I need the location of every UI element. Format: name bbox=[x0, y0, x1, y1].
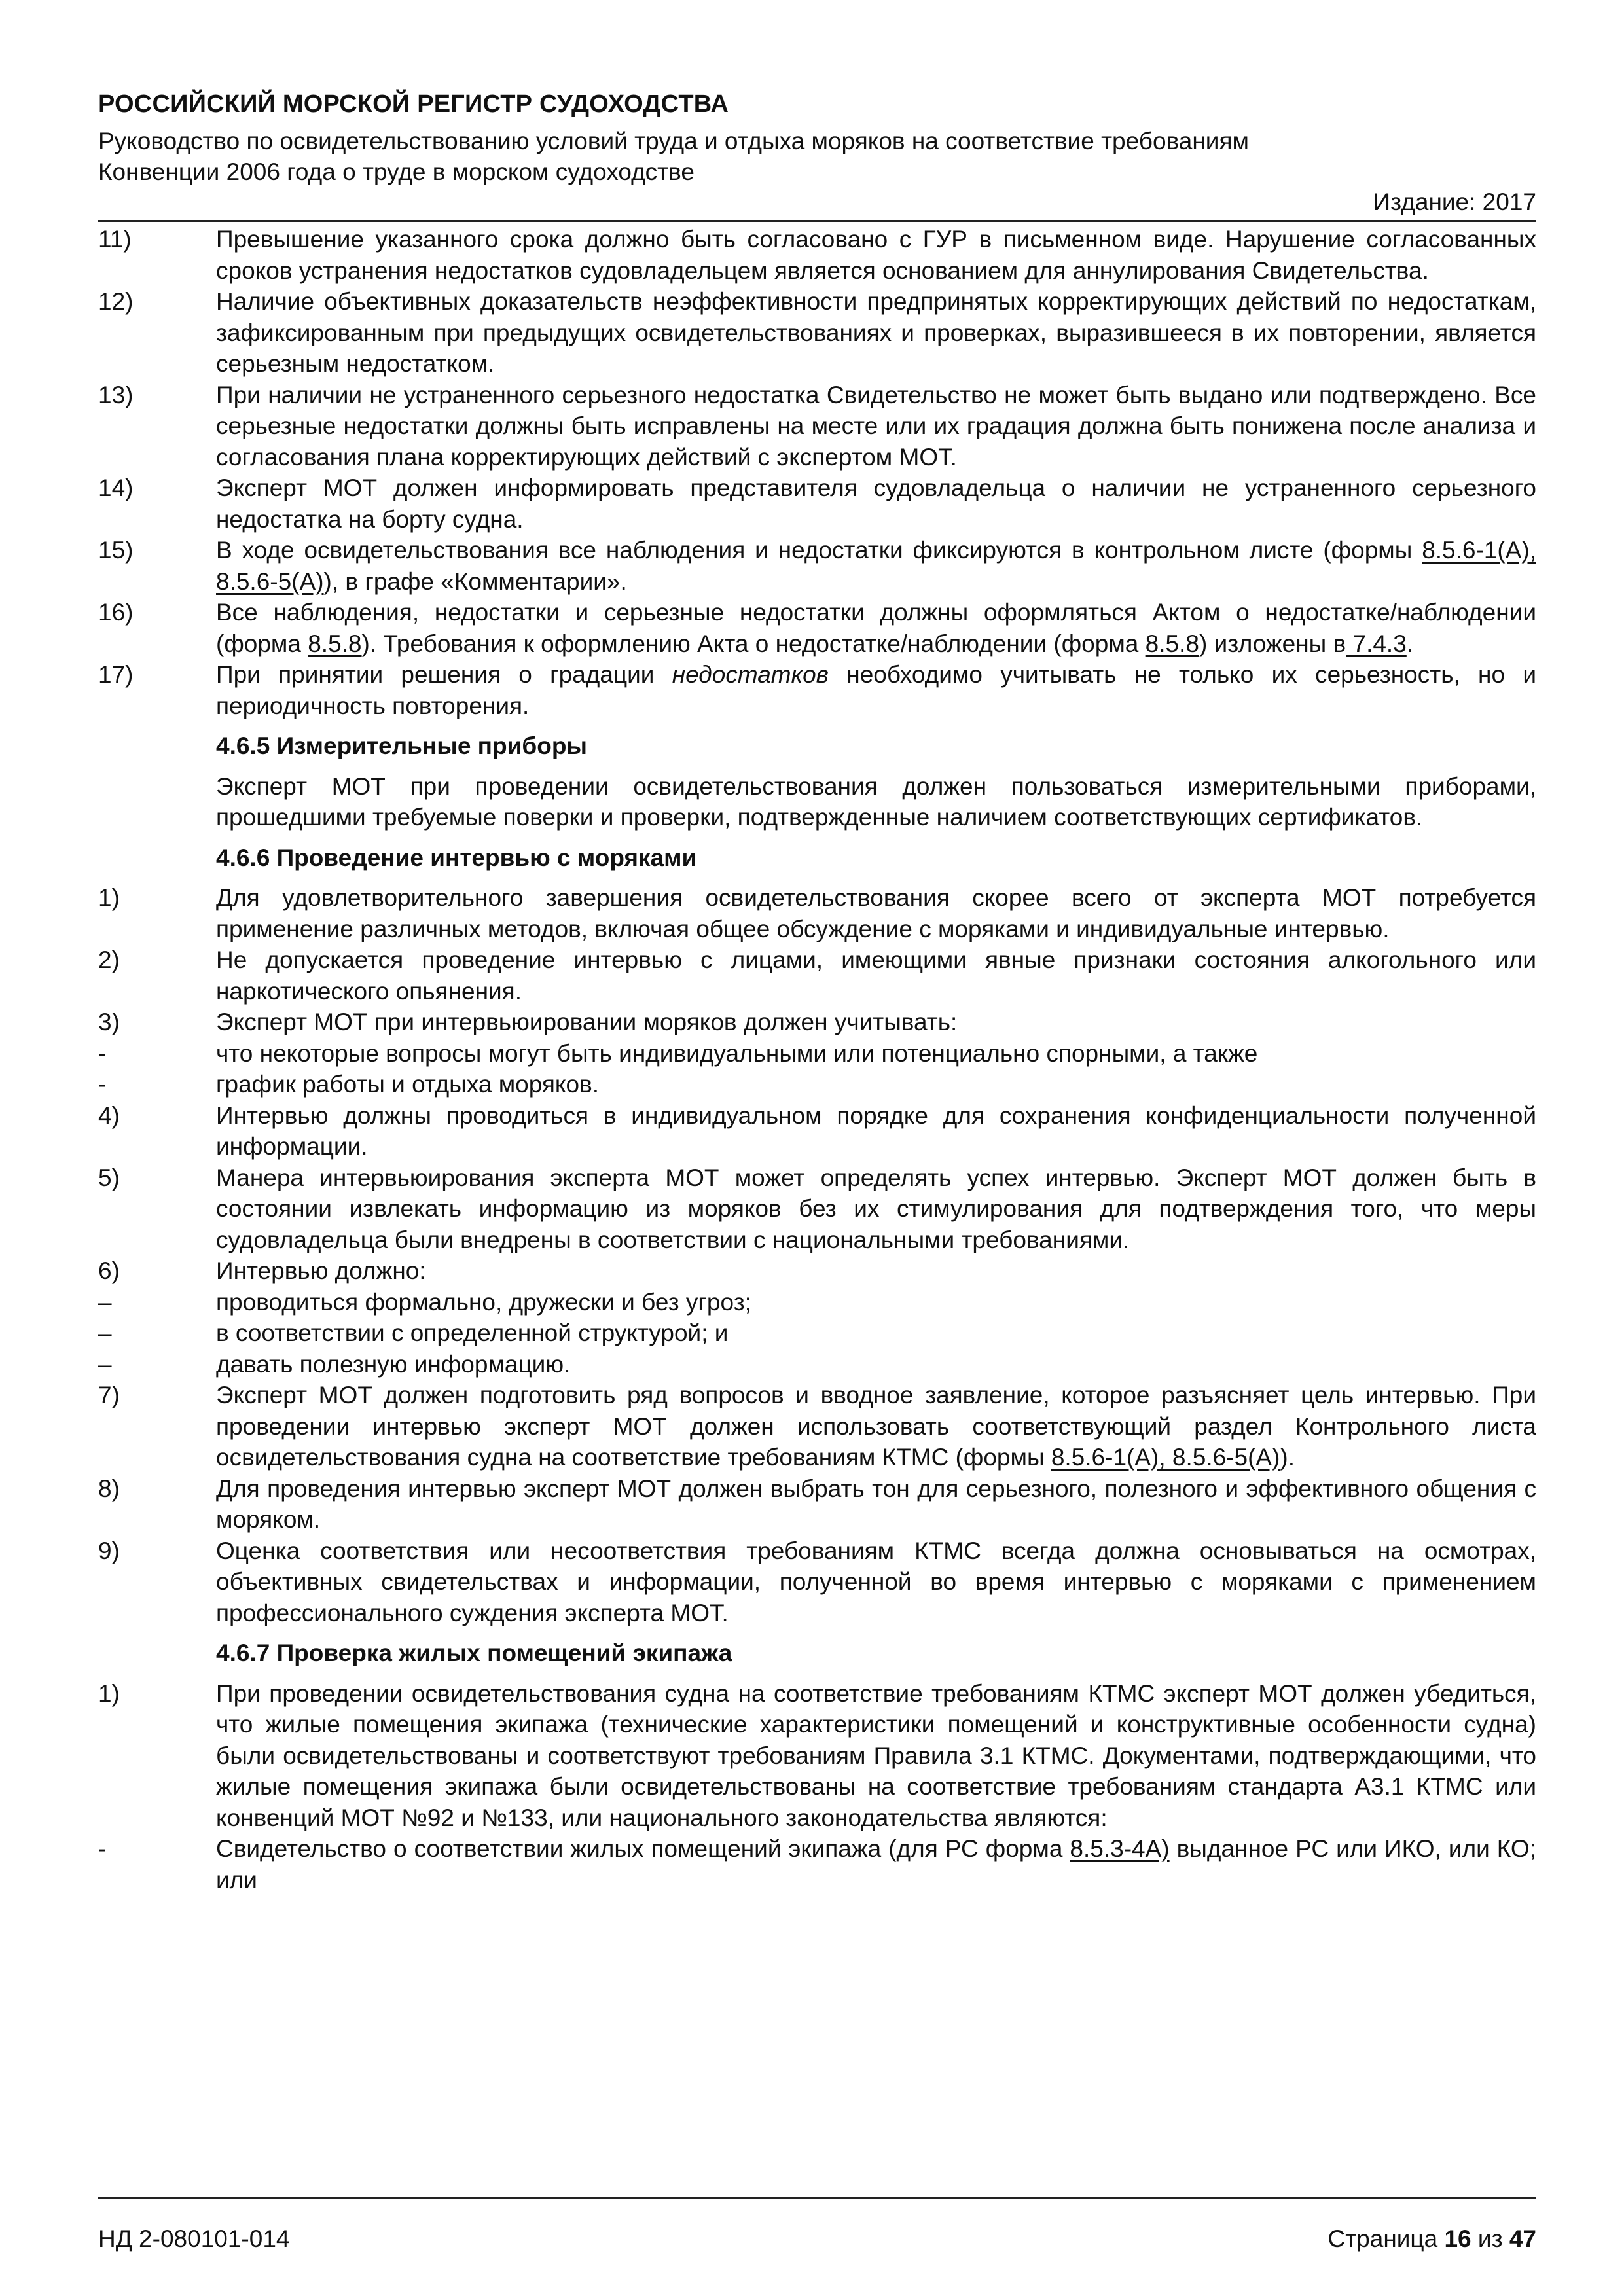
list-item-text: Наличие объективных доказательств неэффективности предпринятых корректирующих действий по недостаткам, зафиксированным при предыдущих освидетельствованиях и проверках, выразившееся в их повторении, является серьезным недостатком. bbox=[216, 288, 1536, 377]
list-item-marker: - bbox=[98, 1071, 107, 1098]
list-item-marker: 6) bbox=[98, 1257, 120, 1284]
list-item bbox=[98, 1318, 1536, 1349]
section-4-6-7-list bbox=[98, 1678, 1536, 1896]
list-item bbox=[98, 1007, 1536, 1038]
list-item bbox=[98, 380, 1536, 473]
list-item-marker: – bbox=[98, 1288, 112, 1316]
list-item-marker: – bbox=[98, 1319, 112, 1346]
list-item-marker: 13) bbox=[98, 381, 134, 408]
list-item-marker: 11) bbox=[98, 226, 132, 253]
list-item-text: Эксперт МОТ при интервьюировании моряков должен учитывать: bbox=[216, 1009, 958, 1035]
header-edition: Издание: 2017 bbox=[1373, 188, 1536, 215]
list-item bbox=[98, 1833, 1536, 1895]
list-item-text: Для удовлетворительного завершения освидетельствования скорее всего от эксперта МОТ потребуется применение различных методов, включая общее обсуждение с моряками и индивидуальные интервью. bbox=[216, 884, 1536, 942]
list-item-text: Интервью должно: bbox=[216, 1257, 426, 1284]
list-item-marker: 9) bbox=[98, 1537, 120, 1564]
list-item bbox=[98, 473, 1536, 535]
list-item-marker: 12) bbox=[98, 288, 134, 315]
list-item bbox=[98, 1038, 1536, 1069]
list-item-text: Превышение указанного срока должно быть согласовано с ГУР в письменном виде. Нарушение согласованных сроков устранения недостатков судовладельцем является основанием для аннулирования Свидетельства. bbox=[216, 226, 1536, 284]
list-item-text: Свидетельство о соответствии жилых помещений экипажа (для РС форма 8.5.3-4А) выданное РС или ИКО, или КО; или bbox=[216, 1835, 1536, 1893]
footer-page-of: из bbox=[1477, 2225, 1503, 2252]
footer-page-word: Страница bbox=[1327, 2225, 1438, 2252]
list-item-marker: - bbox=[98, 1835, 107, 1862]
list-item bbox=[98, 944, 1536, 1007]
list-item-text: что некоторые вопросы могут быть индивидуальными или потенциально спорными, а также bbox=[216, 1039, 1258, 1067]
list-item-text: Все наблюдения, недостатки и серьезные недостатки должны оформляться Актом о недостатке/наблюдении (форма 8.5.8). Требования к оформлению Акта о недостатке/наблюдении (форма 8.5.8) изложены в 7.4.3. bbox=[216, 599, 1536, 657]
list-item-marker: 4) bbox=[98, 1102, 120, 1129]
section-heading-4-6-7: 4.6.7 Проверка жилых помещений экипажа bbox=[216, 1640, 732, 1666]
list-item-text: В ходе освидетельствования все наблюдения и недостатки фиксируются в контрольном листе (формы 8.5.6-1(А), 8.5.6-5(А)), в графе «Комментарии». bbox=[216, 537, 1536, 595]
header-title-line-1: Руководство по освидетельствованию условий труда и отдыха моряков на соответствие требованиям bbox=[98, 128, 1249, 154]
list-item bbox=[98, 286, 1536, 380]
list-item-text: Манера интервьюирования эксперта МОТ может определять успех интервью. Эксперт МОТ должен быть в состоянии извлекать информацию из моряков без их стимулирования для подтверждения того, что меры судовладельца были внедрены в соответствии с национальными требованиями. bbox=[216, 1164, 1536, 1253]
list-item-marker: – bbox=[98, 1350, 112, 1378]
list-item bbox=[98, 1349, 1536, 1380]
list-item-marker: 7) bbox=[98, 1382, 120, 1408]
list-continued bbox=[98, 224, 1536, 721]
list-item bbox=[98, 1535, 1536, 1629]
list-item-marker: 1) bbox=[98, 884, 120, 911]
header-divider bbox=[98, 220, 1536, 222]
footer-page-number bbox=[1328, 2225, 1537, 2253]
list-item-marker: 3) bbox=[98, 1009, 120, 1035]
header-title-line-2: Конвенции 2006 года о труде в морском судоходстве bbox=[98, 158, 695, 185]
list-item-text: Не допускается проведение интервью с лицами, имеющими явные признаки состояния алкогольного или наркотического опьянения. bbox=[216, 946, 1536, 1005]
list-item-marker: 2) bbox=[98, 946, 120, 973]
list-item bbox=[98, 1100, 1536, 1162]
list-item bbox=[98, 1255, 1536, 1287]
list-item-text: Эксперт МОТ должен информировать представителя судовладельца о наличии не устраненного серьезного недостатка на борту судна. bbox=[216, 475, 1536, 533]
list-item-text: в соответствии с определенной структурой; и bbox=[216, 1319, 729, 1346]
list-item bbox=[98, 1678, 1536, 1834]
list-item bbox=[98, 1162, 1536, 1256]
list-item-text: Эксперт МОТ должен подготовить ряд вопросов и вводное заявление, которое разъясняет цель интервью. При проведении интервью эксперт МОТ должен использовать соответствующий раздел Контрольного листа освидетельствования судна на соответствие требованиям КТМС (формы 8.5.6-1(А), 8.5.6-5(А)). bbox=[216, 1382, 1536, 1471]
section-heading-4-6-5: 4.6.5 Измерительные приборы bbox=[216, 732, 588, 759]
section-4-6-6-list bbox=[98, 882, 1536, 1628]
list-item bbox=[98, 535, 1536, 597]
list-item-text: При проведении освидетельствования судна на соответствие требованиям КТМС эксперт МОТ должен убедиться, что жилые помещения экипажа (технические характеристики помещений и конструктивные особенности судна) были освидетельствованы и соответствуют требованиям Правила 3.1 КТМС. Документами, подтверждающими, что жилые помещения экипажа были освидетельствованы на соответствие требованиям стандарта А3.1 КТМС или конвенций МОТ №92 и №133, или национального законодательства являются: bbox=[216, 1679, 1536, 1831]
list-item bbox=[98, 1473, 1536, 1535]
list-item-text: проводиться формально, дружески и без угроз; bbox=[216, 1288, 751, 1316]
list-item-marker: 17) bbox=[98, 661, 134, 688]
list-item-marker: 1) bbox=[98, 1679, 120, 1707]
section-4-6-5-text: Эксперт МОТ при проведении освидетельствования должен пользоваться измерительными приборами, прошедшими требуемые поверки и проверки, подтвержденные наличием соответствующих сертификатов. bbox=[216, 772, 1536, 831]
list-item-marker: 5) bbox=[98, 1164, 120, 1191]
list-item-text: При принятии решения о градации недостатков необходимо учитывать не только их серьезность, но и периодичность повторения. bbox=[216, 661, 1537, 719]
list-item-marker: 15) bbox=[98, 537, 134, 564]
footer-page-total: 47 bbox=[1509, 2225, 1536, 2252]
list-item bbox=[98, 224, 1536, 286]
section-heading-4-6-6: 4.6.6 Проведение интервью с моряками bbox=[216, 844, 697, 871]
list-item bbox=[98, 882, 1536, 944]
list-item bbox=[98, 659, 1536, 721]
list-item-marker: 8) bbox=[98, 1475, 120, 1502]
list-item-text: Оценка соответствия или несоответствия требованиям КТМС всегда должна основываться на осмотрах, объективных свидетельствах и информации, полученной во время интервью с моряками с применением профессионального суждения эксперта МОТ. bbox=[216, 1537, 1536, 1626]
list-item-marker: 14) bbox=[98, 475, 134, 501]
list-item-text: Интервью должны проводиться в индивидуальном порядке для сохранения конфиденциальности полученной информации. bbox=[216, 1102, 1536, 1160]
list-item bbox=[98, 597, 1536, 659]
footer-document-number: НД 2-080101-014 bbox=[98, 2225, 290, 2252]
list-item-text: график работы и отдыха моряков. bbox=[216, 1071, 600, 1098]
header-document-title bbox=[98, 126, 1532, 187]
list-item bbox=[98, 1069, 1536, 1100]
list-item-marker: - bbox=[98, 1039, 107, 1067]
page-content bbox=[98, 224, 1536, 1895]
list-item-text: При наличии не устраненного серьезного недостатка Свидетельство не может быть выдано или подтверждено. Все серьезные недостатки должны быть исправлены на месте или их градация должна быть понижена после анализа и согласования плана корректирующих действий с экспертом МОТ. bbox=[216, 381, 1536, 471]
footer-divider bbox=[98, 2197, 1536, 2199]
list-item bbox=[98, 1287, 1536, 1318]
footer-page-current: 16 bbox=[1444, 2225, 1471, 2252]
list-item-text: Для проведения интервью эксперт МОТ должен выбрать тон для серьезного, полезного и эффективного общения с моряком. bbox=[216, 1475, 1536, 1533]
list-item-text: давать полезную информацию. bbox=[216, 1350, 571, 1378]
list-item-marker: 16) bbox=[98, 599, 134, 626]
list-item bbox=[98, 1380, 1536, 1473]
header-organization: РОССИЙСКИЙ МОРСКОЙ РЕГИСТР СУДОХОДСТВА bbox=[98, 90, 729, 118]
